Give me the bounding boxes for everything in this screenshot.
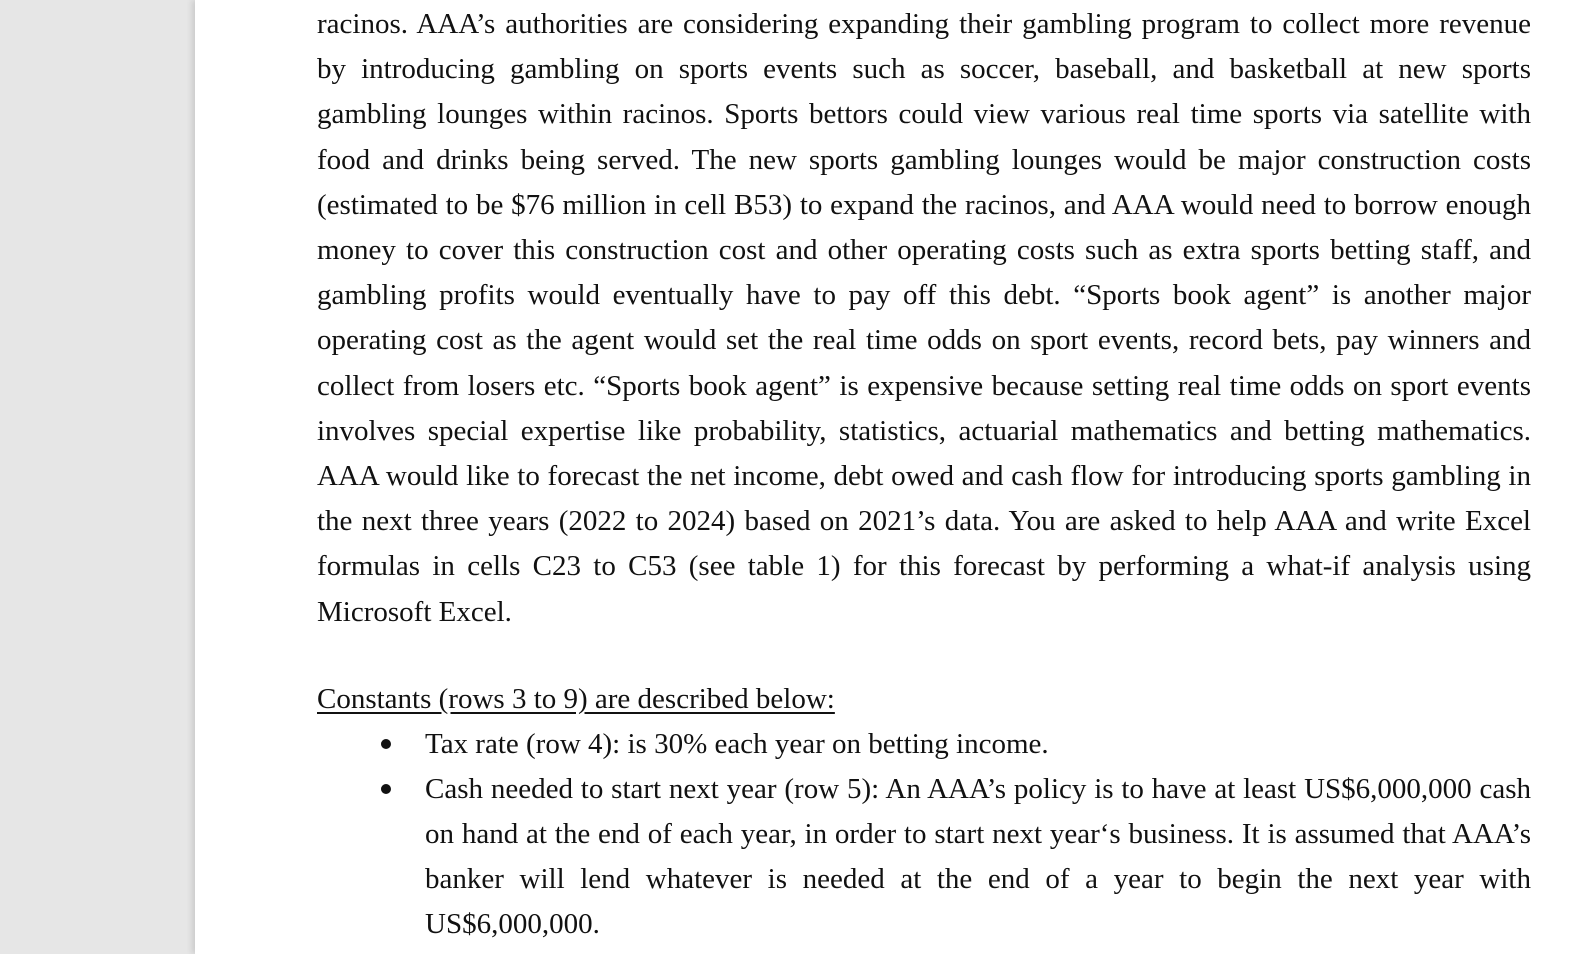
constants-list — [317, 722, 1531, 947]
document-page — [195, 0, 1580, 954]
list-item — [317, 722, 1531, 767]
list-item — [317, 767, 1531, 947]
page-content — [317, 0, 1531, 947]
bullet-icon — [381, 784, 391, 794]
list-item-text: Cash needed to start next year (row 5): An AAA’s policy is to have at least US$6,000,000 cash on hand at the end of each year, in order to start next year‘s business. It is assumed that AAA’s banker will lend whatever is needed at the end of a year to begin the next year with US$6,000,000. — [425, 772, 1531, 940]
constants-heading: Constants (rows 3 to 9) are described below: — [317, 682, 835, 715]
bullet-icon — [381, 739, 391, 749]
intro-paragraph: racinos. AAA’s authorities are considering expanding their gambling program to collect more revenue by introducing gambling on sports events such as soccer, baseball, and basketball at new sports gambling lounges within racinos. Sports bettors could view various real time sports via satellite with food and drinks being served. The new sports gambling lounges would be major construction costs (estimated to be $76 million in cell B53) to expand the racinos, and AAA would need to borrow enough money to cover this construction cost and other operating costs such as extra sports betting staff, and gambling profits would eventually have to pay off this debt. “Sports book agent” is another major operating cost as the agent would set the real time odds on sport events, record bets, pay winners and collect from losers etc. “Sports book agent” is expensive because setting real time odds on sport events involves special expertise like probability, statistics, actuarial mathematics and betting mathematics. AAA would like to forecast the net income, debt owed and cash flow for introducing sports gambling in the next three years (2022 to 2024) based on 2021’s data. You are asked to help AAA and write Excel formulas in cells C23 to C53 (see table 1) for this forecast by performing a what-if analysis using Microsoft Excel. — [317, 8, 1531, 628]
list-item-text: Tax rate (row 4): is 30% each year on betting income. — [425, 727, 1049, 760]
